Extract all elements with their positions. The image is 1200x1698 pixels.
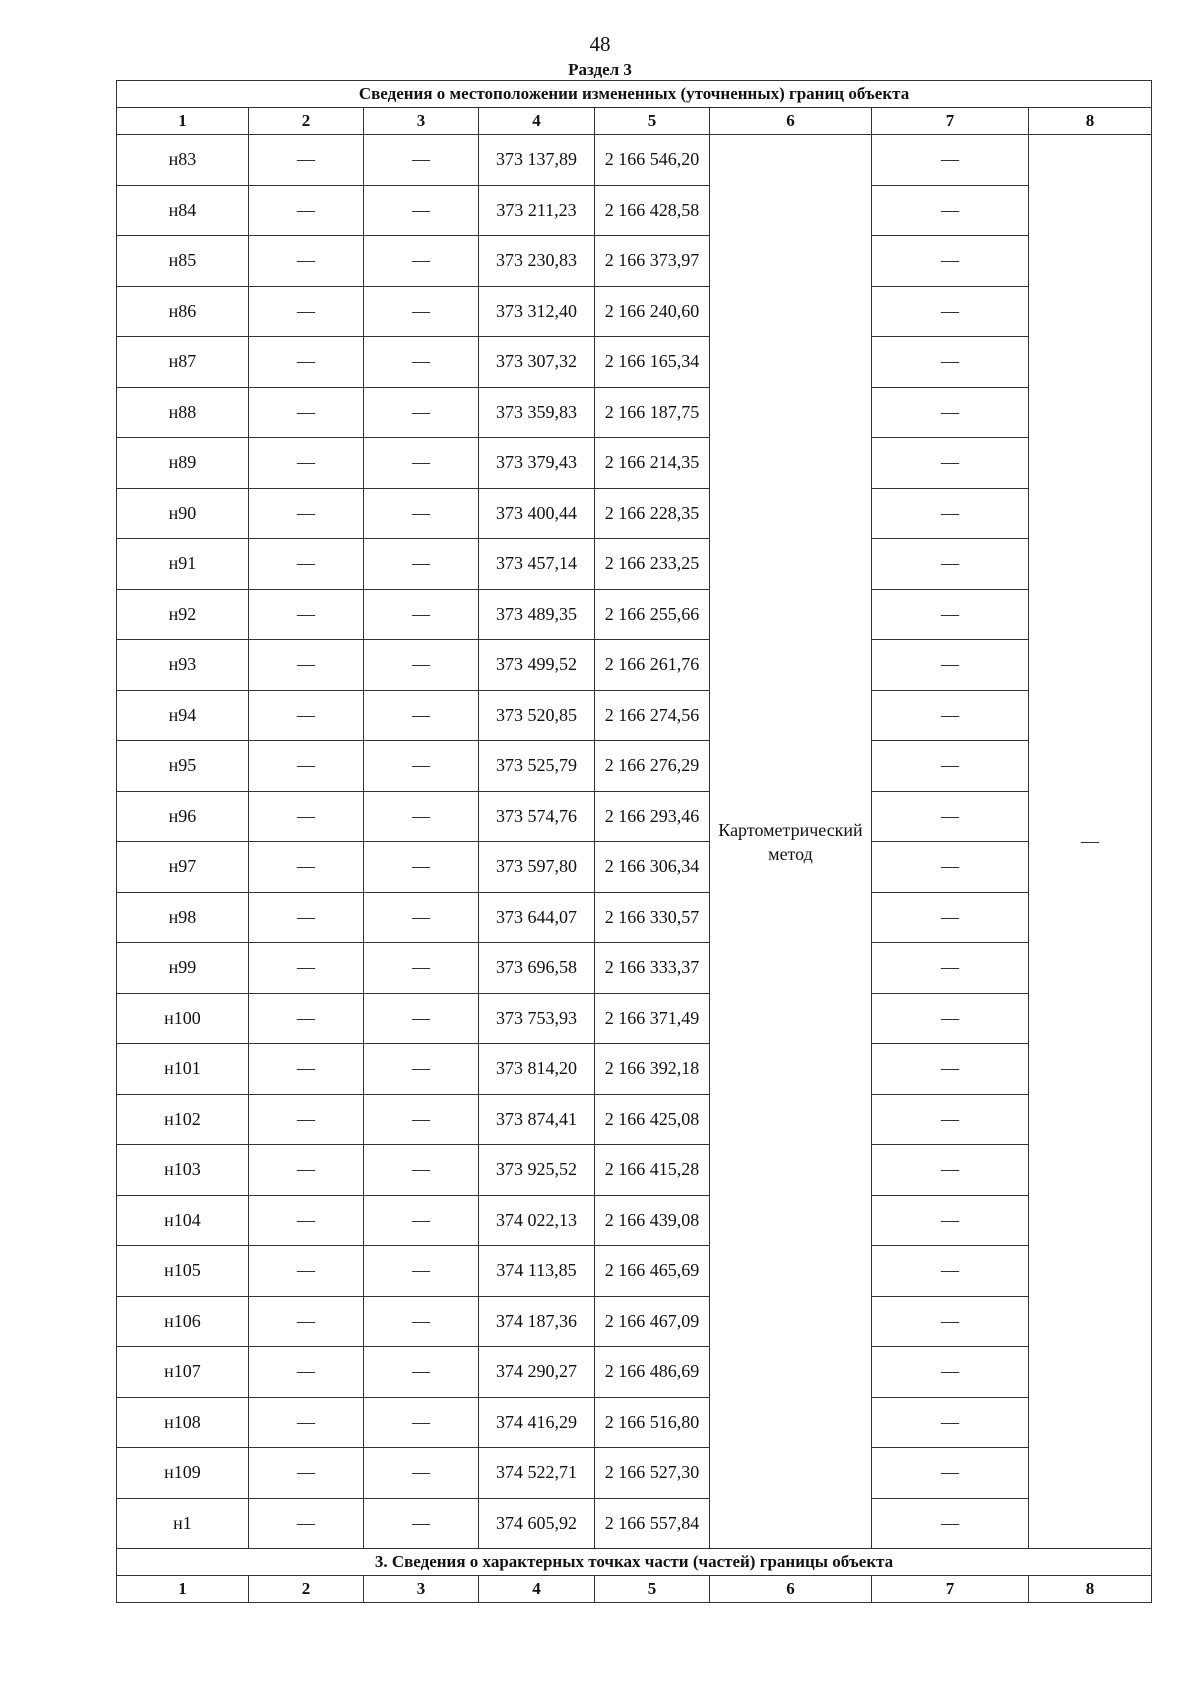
point-number-cell: н83: [117, 135, 249, 186]
y-coordinate-cell: 2 166 428,58: [595, 185, 710, 236]
table-heading-row: [117, 81, 1152, 108]
point-number-cell: н1: [117, 1498, 249, 1549]
x-coordinate-cell: 374 416,29: [479, 1397, 595, 1448]
x-coordinate-cell: 374 290,27: [479, 1347, 595, 1398]
point-number-cell: н86: [117, 286, 249, 337]
x-coordinate-cell: 373 457,14: [479, 539, 595, 590]
column-2-cell: —: [249, 791, 364, 842]
x-coordinate-cell: 373 597,80: [479, 842, 595, 893]
column-3-cell: —: [364, 589, 479, 640]
x-coordinate-cell: 373 489,35: [479, 589, 595, 640]
column-2-cell: —: [249, 892, 364, 943]
column-3-cell: —: [364, 892, 479, 943]
column-3-cell: —: [364, 1246, 479, 1297]
x-coordinate-cell: 373 696,58: [479, 943, 595, 994]
table-heading: Сведения о местоположении измененных (уточненных) границ объекта: [117, 81, 1152, 108]
column-7-cell: —: [872, 1448, 1029, 1499]
x-coordinate-cell: 373 753,93: [479, 993, 595, 1044]
column-2-cell: —: [249, 135, 364, 186]
column-3-cell: —: [364, 1145, 479, 1196]
column-2-cell: —: [249, 438, 364, 489]
x-coordinate-cell: 373 312,40: [479, 286, 595, 337]
footer-column-number: 1: [117, 1576, 249, 1603]
x-coordinate-cell: 373 307,32: [479, 337, 595, 388]
table-row: [117, 337, 1152, 388]
column-2-cell: —: [249, 1246, 364, 1297]
y-coordinate-cell: 2 166 274,56: [595, 690, 710, 741]
column-7-cell: —: [872, 185, 1029, 236]
column-3-cell: —: [364, 1296, 479, 1347]
y-coordinate-cell: 2 166 486,69: [595, 1347, 710, 1398]
point-number-cell: н94: [117, 690, 249, 741]
section-title: Раздел 3: [568, 60, 632, 79]
column-3-cell: —: [364, 438, 479, 489]
point-number-cell: н89: [117, 438, 249, 489]
column-2-cell: —: [249, 993, 364, 1044]
table-row: [117, 1145, 1152, 1196]
point-number-cell: н107: [117, 1347, 249, 1398]
y-coordinate-cell: 2 166 293,46: [595, 791, 710, 842]
column-7-cell: —: [872, 892, 1029, 943]
column-3-cell: —: [364, 539, 479, 590]
x-coordinate-cell: 373 137,89: [479, 135, 595, 186]
y-coordinate-cell: 2 166 373,97: [595, 236, 710, 287]
point-number-cell: н105: [117, 1246, 249, 1297]
x-coordinate-cell: 373 925,52: [479, 1145, 595, 1196]
point-number-cell: н97: [117, 842, 249, 893]
column-7-cell: —: [872, 842, 1029, 893]
column-number: 7: [872, 108, 1029, 135]
y-coordinate-cell: 2 166 392,18: [595, 1044, 710, 1095]
point-number-cell: н92: [117, 589, 249, 640]
table-row: [117, 387, 1152, 438]
footer-column-number: 8: [1029, 1576, 1152, 1603]
column-3-cell: —: [364, 488, 479, 539]
column-7-cell: —: [872, 1296, 1029, 1347]
point-number-cell: н101: [117, 1044, 249, 1095]
table-row: [117, 539, 1152, 590]
point-number-cell: н100: [117, 993, 249, 1044]
column-7-cell: —: [872, 589, 1029, 640]
column-2-cell: —: [249, 1397, 364, 1448]
column-number: 1: [117, 108, 249, 135]
column-7-cell: —: [872, 1246, 1029, 1297]
column-3-cell: —: [364, 1448, 479, 1499]
x-coordinate-cell: 373 211,23: [479, 185, 595, 236]
table-row: [117, 1094, 1152, 1145]
column-7-cell: —: [872, 387, 1029, 438]
y-coordinate-cell: 2 166 333,37: [595, 943, 710, 994]
table-row: [117, 993, 1152, 1044]
column-2-cell: —: [249, 1094, 364, 1145]
column-3-cell: —: [364, 337, 479, 388]
point-number-cell: н102: [117, 1094, 249, 1145]
column-3-cell: —: [364, 791, 479, 842]
x-coordinate-cell: 373 359,83: [479, 387, 595, 438]
y-coordinate-cell: 2 166 557,84: [595, 1498, 710, 1549]
point-number-cell: н95: [117, 741, 249, 792]
x-coordinate-cell: 374 113,85: [479, 1246, 595, 1297]
column-2-cell: —: [249, 589, 364, 640]
y-coordinate-cell: 2 166 261,76: [595, 640, 710, 691]
column-2-cell: —: [249, 1498, 364, 1549]
x-coordinate-cell: 373 230,83: [479, 236, 595, 287]
y-coordinate-cell: 2 166 187,75: [595, 387, 710, 438]
x-coordinate-cell: 373 525,79: [479, 741, 595, 792]
table-row: [117, 1246, 1152, 1297]
point-number-cell: н87: [117, 337, 249, 388]
column-3-cell: —: [364, 1347, 479, 1398]
y-coordinate-cell: 2 166 214,35: [595, 438, 710, 489]
x-coordinate-cell: 373 874,41: [479, 1094, 595, 1145]
table-row: [117, 842, 1152, 893]
x-coordinate-cell: 374 522,71: [479, 1448, 595, 1499]
x-coordinate-cell: 373 574,76: [479, 791, 595, 842]
x-coordinate-cell: 373 814,20: [479, 1044, 595, 1095]
table-row: [117, 236, 1152, 287]
column-8-cell: —: [1029, 135, 1152, 1549]
y-coordinate-cell: 2 166 306,34: [595, 842, 710, 893]
column-7-cell: —: [872, 690, 1029, 741]
table-row: [117, 1044, 1152, 1095]
point-number-cell: н85: [117, 236, 249, 287]
column-3-cell: —: [364, 185, 479, 236]
column-7-cell: —: [872, 286, 1029, 337]
column-2-cell: —: [249, 1195, 364, 1246]
column-2-cell: —: [249, 690, 364, 741]
table-row: [117, 741, 1152, 792]
footer-column-number: 6: [710, 1576, 872, 1603]
y-coordinate-cell: 2 166 371,49: [595, 993, 710, 1044]
column-number: 2: [249, 108, 364, 135]
column-7-cell: —: [872, 1347, 1029, 1398]
column-2-cell: —: [249, 185, 364, 236]
column-3-cell: —: [364, 1195, 479, 1246]
column-number: 5: [595, 108, 710, 135]
column-2-cell: —: [249, 1044, 364, 1095]
point-number-cell: н91: [117, 539, 249, 590]
column-3-cell: —: [364, 1498, 479, 1549]
column-number-row: [117, 108, 1152, 135]
point-number-cell: н98: [117, 892, 249, 943]
y-coordinate-cell: 2 166 546,20: [595, 135, 710, 186]
boundary-coordinates-table: [116, 80, 1152, 1603]
point-number-cell: н84: [117, 185, 249, 236]
y-coordinate-cell: 2 166 255,66: [595, 589, 710, 640]
table-row: [117, 1347, 1152, 1398]
point-number-cell: н104: [117, 1195, 249, 1246]
point-number-cell: н93: [117, 640, 249, 691]
column-7-cell: —: [872, 943, 1029, 994]
column-3-cell: —: [364, 741, 479, 792]
column-7-cell: —: [872, 993, 1029, 1044]
column-2-cell: —: [249, 640, 364, 691]
column-7-cell: —: [872, 1397, 1029, 1448]
y-coordinate-cell: 2 166 165,34: [595, 337, 710, 388]
y-coordinate-cell: 2 166 240,60: [595, 286, 710, 337]
column-2-cell: —: [249, 488, 364, 539]
column-2-cell: —: [249, 741, 364, 792]
column-7-cell: —: [872, 539, 1029, 590]
column-2-cell: —: [249, 286, 364, 337]
table-row: [117, 438, 1152, 489]
column-2-cell: —: [249, 1347, 364, 1398]
column-2-cell: —: [249, 539, 364, 590]
column-2-cell: —: [249, 236, 364, 287]
column-7-cell: —: [872, 1094, 1029, 1145]
column-7-cell: —: [872, 236, 1029, 287]
column-2-cell: —: [249, 943, 364, 994]
y-coordinate-cell: 2 166 228,35: [595, 488, 710, 539]
y-coordinate-cell: 2 166 439,08: [595, 1195, 710, 1246]
x-coordinate-cell: 373 499,52: [479, 640, 595, 691]
column-3-cell: —: [364, 690, 479, 741]
table-row: [117, 135, 1152, 186]
point-number-cell: н90: [117, 488, 249, 539]
x-coordinate-cell: 374 605,92: [479, 1498, 595, 1549]
column-2-cell: —: [249, 1448, 364, 1499]
table-row: [117, 589, 1152, 640]
x-coordinate-cell: 373 400,44: [479, 488, 595, 539]
column-3-cell: —: [364, 943, 479, 994]
column-2-cell: —: [249, 842, 364, 893]
column-2-cell: —: [249, 1296, 364, 1347]
footer-column-number: 4: [479, 1576, 595, 1603]
y-coordinate-cell: 2 166 527,30: [595, 1448, 710, 1499]
y-coordinate-cell: 2 166 425,08: [595, 1094, 710, 1145]
column-2-cell: —: [249, 387, 364, 438]
table-row: [117, 488, 1152, 539]
footer-column-number: 2: [249, 1576, 364, 1603]
point-number-cell: н88: [117, 387, 249, 438]
method-cell: Картометрический метод: [710, 135, 872, 1549]
column-2-cell: —: [249, 337, 364, 388]
footer-column-number-row: [117, 1576, 1152, 1603]
y-coordinate-cell: 2 166 415,28: [595, 1145, 710, 1196]
point-number-cell: н96: [117, 791, 249, 842]
column-7-cell: —: [872, 640, 1029, 691]
table-row: [117, 690, 1152, 741]
column-7-cell: —: [872, 488, 1029, 539]
table-body: [117, 81, 1152, 1603]
column-7-cell: —: [872, 1044, 1029, 1095]
table-row: [117, 943, 1152, 994]
column-2-cell: —: [249, 1145, 364, 1196]
column-number: 8: [1029, 108, 1152, 135]
table-row: [117, 1296, 1152, 1347]
table-row: [117, 892, 1152, 943]
x-coordinate-cell: 374 022,13: [479, 1195, 595, 1246]
y-coordinate-cell: 2 166 465,69: [595, 1246, 710, 1297]
x-coordinate-cell: 373 520,85: [479, 690, 595, 741]
footer-column-number: 3: [364, 1576, 479, 1603]
table-row: [117, 1397, 1152, 1448]
column-7-cell: —: [872, 1195, 1029, 1246]
x-coordinate-cell: 373 644,07: [479, 892, 595, 943]
point-number-cell: н103: [117, 1145, 249, 1196]
column-7-cell: —: [872, 791, 1029, 842]
column-7-cell: —: [872, 135, 1029, 186]
table-row: [117, 1195, 1152, 1246]
point-number-cell: н109: [117, 1448, 249, 1499]
column-number: 4: [479, 108, 595, 135]
column-7-cell: —: [872, 1498, 1029, 1549]
footer-column-number: 5: [595, 1576, 710, 1603]
x-coordinate-cell: 374 187,36: [479, 1296, 595, 1347]
column-7-cell: —: [872, 438, 1029, 489]
column-number: 3: [364, 108, 479, 135]
footer-heading-row: [117, 1549, 1152, 1576]
table-row: [117, 1448, 1152, 1499]
point-number-cell: н106: [117, 1296, 249, 1347]
y-coordinate-cell: 2 166 330,57: [595, 892, 710, 943]
point-number-cell: н99: [117, 943, 249, 994]
y-coordinate-cell: 2 166 276,29: [595, 741, 710, 792]
y-coordinate-cell: 2 166 467,09: [595, 1296, 710, 1347]
column-3-cell: —: [364, 842, 479, 893]
column-3-cell: —: [364, 135, 479, 186]
x-coordinate-cell: 373 379,43: [479, 438, 595, 489]
footer-column-number: 7: [872, 1576, 1029, 1603]
column-3-cell: —: [364, 1044, 479, 1095]
table-row: [117, 286, 1152, 337]
table-row: [117, 1498, 1152, 1549]
page-number: 48: [589, 32, 611, 56]
column-3-cell: —: [364, 387, 479, 438]
column-3-cell: —: [364, 236, 479, 287]
table-row: [117, 640, 1152, 691]
column-7-cell: —: [872, 741, 1029, 792]
column-3-cell: —: [364, 286, 479, 337]
point-number-cell: н108: [117, 1397, 249, 1448]
table-row: [117, 791, 1152, 842]
y-coordinate-cell: 2 166 233,25: [595, 539, 710, 590]
column-3-cell: —: [364, 1094, 479, 1145]
column-3-cell: —: [364, 1397, 479, 1448]
footer-heading: 3. Сведения о характерных точках части (частей) границы объекта: [117, 1549, 1152, 1576]
column-7-cell: —: [872, 337, 1029, 388]
column-3-cell: —: [364, 993, 479, 1044]
column-7-cell: —: [872, 1145, 1029, 1196]
column-3-cell: —: [364, 640, 479, 691]
column-number: 6: [710, 108, 872, 135]
y-coordinate-cell: 2 166 516,80: [595, 1397, 710, 1448]
table-row: [117, 185, 1152, 236]
